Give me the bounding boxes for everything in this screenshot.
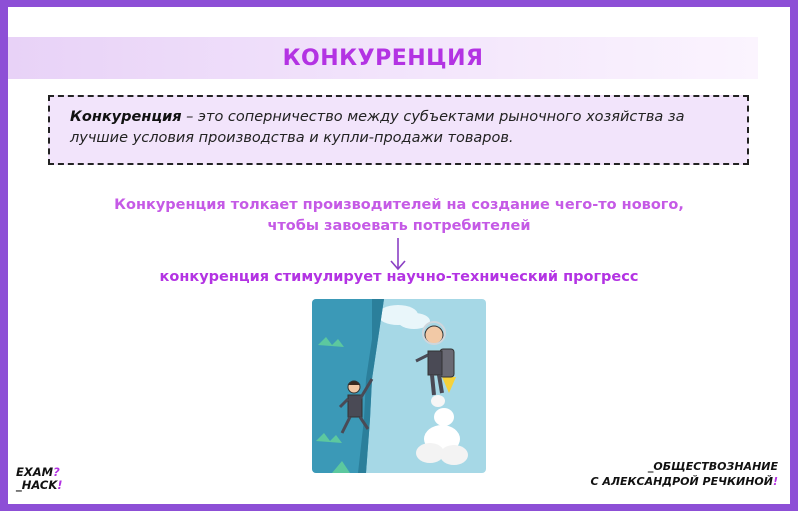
competition-illustration [312, 299, 486, 473]
logo-left-line2: _HACK [16, 478, 58, 492]
logo-left-mark2: ! [57, 478, 63, 492]
logo-right-line2: С АЛЕКСАНДРОЙ РЕЧКИНОЙ [590, 475, 773, 488]
logo-right-mark: ! [772, 475, 778, 488]
logo-left-mark1: ? [53, 465, 60, 479]
logo-left-line1: EXAM [16, 465, 54, 479]
slide-card [8, 7, 790, 504]
logo-right-line1: _ОБЩЕСТВОЗНАНИЕ [647, 460, 778, 473]
definition-term: Конкуренция [70, 109, 182, 125]
definition-text: – это соперничество между субъектами рыночного хозяйства за лучшие условия производства и купли-продажи товаров. [70, 109, 685, 146]
statement-line-a: Конкуренция толкает производителей на создание чего-то нового, [114, 197, 684, 213]
arrow-down-icon [389, 237, 407, 271]
title-band [8, 37, 758, 79]
definition-box [48, 95, 749, 165]
statement-line-b: чтобы завоевать потребителей [267, 218, 531, 234]
statement-line [8, 195, 790, 237]
author-signature [590, 459, 778, 489]
page-title: КОНКУРЕНЦИЯ [282, 45, 484, 71]
conclusion-line: конкуренция стимулирует научно-технический прогресс [159, 269, 639, 285]
examhack-logo [16, 466, 63, 492]
